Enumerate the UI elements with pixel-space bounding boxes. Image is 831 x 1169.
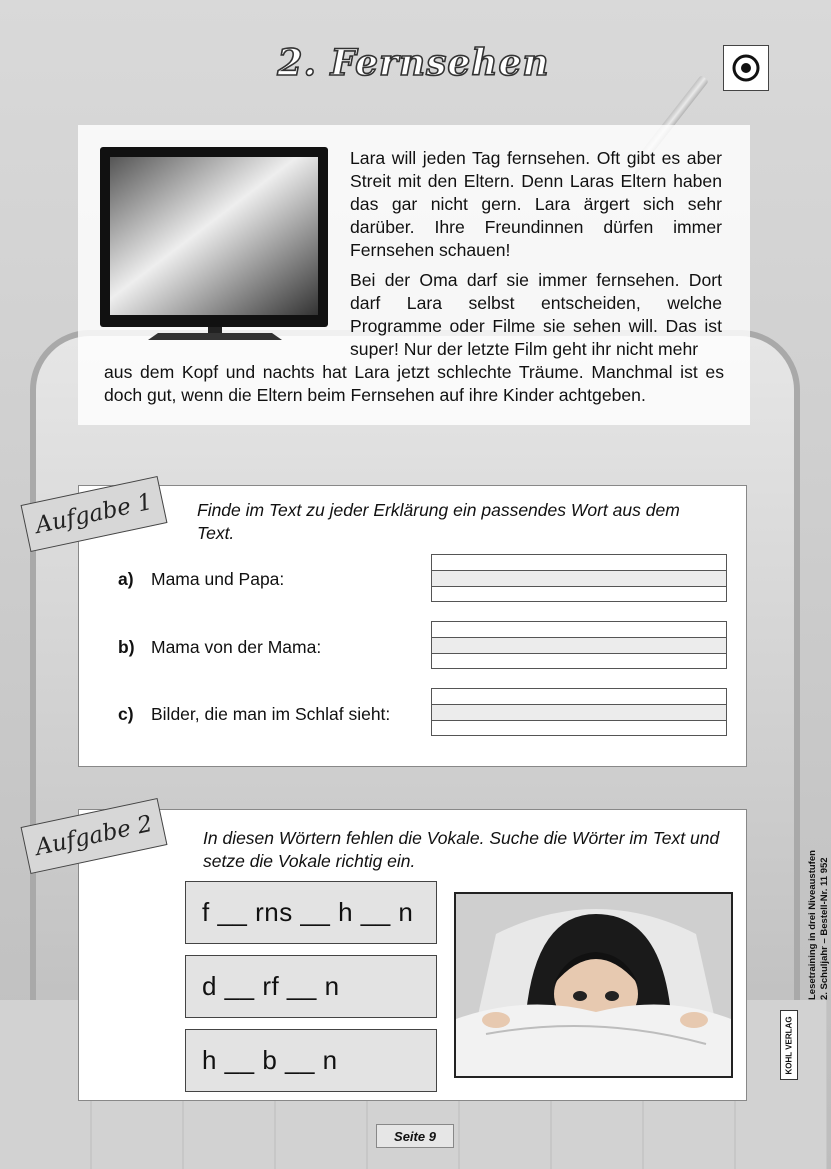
- page-title: 2. Fernsehen: [277, 42, 550, 84]
- item-letter: a): [118, 569, 134, 589]
- task1-item-a: [118, 569, 284, 590]
- story-panel: [78, 125, 750, 425]
- answer-lines-b[interactable]: [431, 621, 727, 669]
- story-paragraph-1: Lara will jeden Tag fernsehen. Oft gibt es aber Streit mit den Eltern. Denn Laras Eltern haben das gar nicht gern. Lara ärgert sich sehr darüber. Ihre Freundinnen dürfen immer Fernsehen schauen!: [350, 148, 722, 260]
- task1-label: Aufgabe 1: [21, 476, 168, 552]
- word-box-2[interactable]: d __ rf __ n: [185, 955, 437, 1018]
- page-number: Seite 9: [376, 1124, 454, 1148]
- answer-lines-c[interactable]: [431, 688, 727, 736]
- word-box-3[interactable]: h __ b __ n: [185, 1029, 437, 1092]
- item-letter: b): [118, 637, 135, 657]
- item-prompt: Bilder, die man im Schlaf sieht:: [151, 704, 391, 724]
- order-number: 2. Schuljahr – Bestell-Nr. 11 952: [819, 857, 830, 1000]
- series-title: Lesetraining in drei Niveaustufen: [807, 850, 818, 1000]
- target-icon: [731, 53, 761, 83]
- task1-item-c: [118, 704, 390, 725]
- girl-in-bed-photo: [454, 892, 733, 1078]
- word-box-1[interactable]: f __ rns __ h __ n: [185, 881, 437, 944]
- item-prompt: Mama und Papa:: [151, 569, 285, 589]
- story-paragraph-3: aus dem Kopf und nachts hat Lara jetzt schlechte Träume. Manchmal ist es doch gut, wenn die Eltern beim Fernsehen auf ihre Kinder achtgeben.: [104, 362, 724, 405]
- television-illustration: [100, 147, 330, 342]
- task2-instruction: In diesen Wörtern fehlen die Vokale. Suche die Wörter im Text und setze die Vokale richtig ein.: [203, 828, 720, 871]
- girl-photo-illustration: [456, 894, 731, 1076]
- publisher-info: [807, 800, 831, 1000]
- story-paragraph-2: Bei der Oma darf sie immer fernsehen. Dort darf Lara selbst entscheiden, welche Programme oder Filme sie sehen will. Das ist super! Nur der letzte Film geht ihr nicht mehr: [350, 270, 722, 359]
- task2-label: Aufgabe 2: [21, 798, 168, 874]
- item-letter: c): [118, 704, 134, 724]
- task1-item-b: [118, 637, 321, 658]
- target-badge: [723, 45, 769, 91]
- item-prompt: Mama von der Mama:: [151, 637, 322, 657]
- task1-instruction: Finde im Text zu jeder Erklärung ein passendes Wort aus dem Text.: [197, 500, 680, 543]
- publisher-name: KOHL VERLAG: [784, 1015, 794, 1075]
- answer-lines-a[interactable]: [431, 554, 727, 602]
- publisher-logo: [780, 1010, 798, 1080]
